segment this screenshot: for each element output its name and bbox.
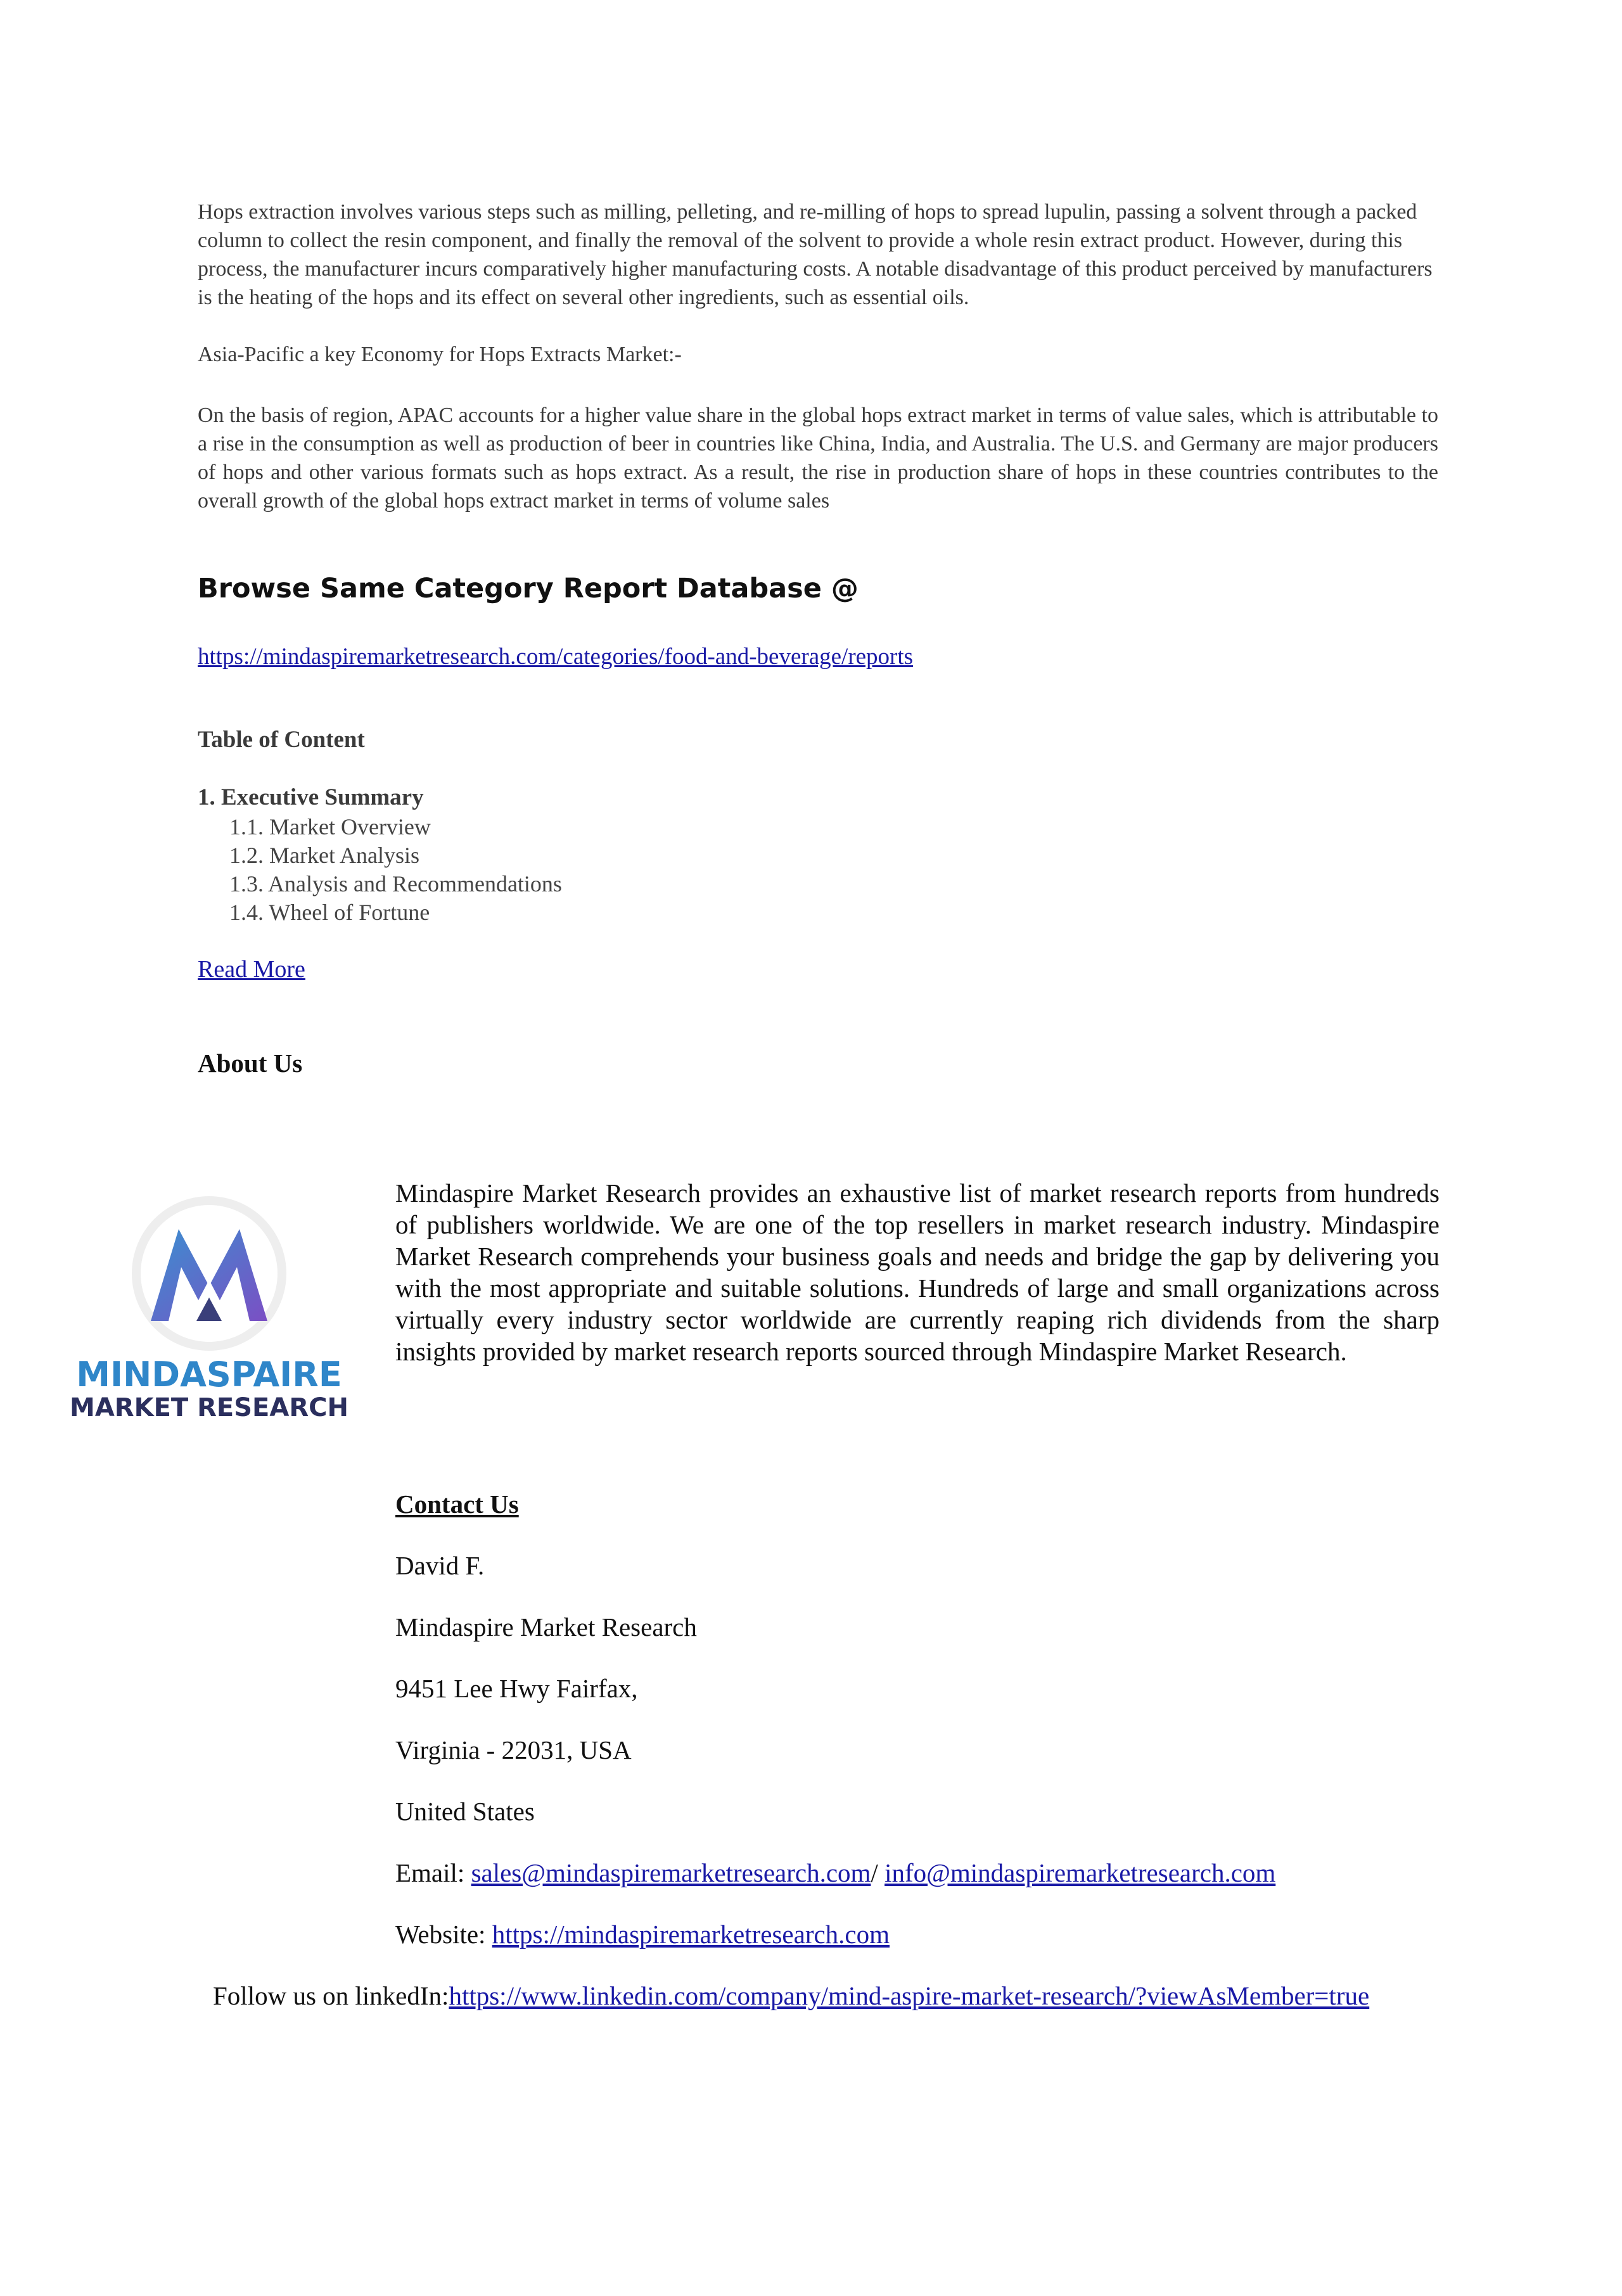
about-us-text: Mindaspire Market Research provides an exhaustive list of market research reports from hundreds of publishers worldwide. We are one of the top resellers in market research industry. Mindaspire Market Research comprehends your business goals and needs and bridge the gap by delivering you with the most appropriate and suitable solutions. Hundreds of large and small organizations across virtually every industry sector worldwide are currently reaping rich dividends from the sharp insights provided by market research reports sourced through Mindaspire Market Research. (395, 1178, 1440, 1366)
email-label: Email: (395, 1858, 471, 1887)
website-label: Website: (395, 1920, 492, 1949)
contact-email-line (395, 1858, 1275, 1888)
contact-country: United States (395, 1797, 535, 1826)
logo-tagline: MARKET RESEARCH (70, 1393, 348, 1422)
toc-executive-summary: 1. Executive Summary (198, 784, 424, 810)
sales-email-link[interactable]: sales@mindaspiremarketresearch.com (471, 1858, 871, 1887)
email-separator: / (871, 1858, 885, 1887)
about-us-heading: About Us (198, 1049, 303, 1078)
info-email-link[interactable]: info@mindaspiremarketresearch.com (884, 1858, 1276, 1887)
browse-heading: Browse Same Category Report Database @ (198, 573, 859, 604)
linkedin-link[interactable]: https://www.linkedin.com/company/mind-aspire-market-research/?viewAsMember=true (449, 1981, 1370, 2010)
linkedin-label: Follow us on linkedIn: (213, 1981, 449, 2010)
apac-heading: Asia-Pacific a key Economy for Hops Extracts Market:- (198, 343, 682, 366)
logo-wordmark: MINDASPAIRE (76, 1355, 342, 1394)
toc-item: 1.4. Wheel of Fortune (229, 900, 430, 925)
contact-name: David F. (395, 1551, 485, 1580)
logo-mark-icon (70, 1191, 348, 1425)
toc-item: 1.1. Market Overview (229, 814, 431, 839)
toc-item: 1.2. Market Analysis (229, 843, 419, 868)
linkedin-line (213, 1980, 1369, 2011)
website-link[interactable]: https://mindaspiremarketresearch.com (492, 1920, 890, 1949)
contact-company: Mindaspire Market Research (395, 1612, 697, 1642)
contact-street: 9451 Lee Hwy Fairfax, (395, 1674, 638, 1703)
intro-paragraph-2: On the basis of region, APAC accounts for a higher value share in the global hops extract market in terms of value sales, which is attributable to a rise in the consumption as well as production of beer in countries like China, India, and Australia. The U.S. and Germany are major producers of hops and other various formats such as hops extract. As a result, the rise in production share of hops in these countries contributes to the overall growth of the global hops extract market in terms of volume sales (198, 404, 1438, 513)
intro-paragraph-1: Hops extraction involves various steps such as milling, pelleting, and re-milling of hops to spread lupulin, passing a solvent through a packed column to collect the resin component, and finally the removal of the solvent to provide a whole resin extract product. However, during this process, the manufacturer incurs comparatively higher manufacturing costs. A notable disadvantage of this product perceived by manufacturers is the heating of the hops and its effect on several other ingredients, such as essential oils. (198, 200, 1433, 309)
contact-us-heading: Contact Us (395, 1489, 519, 1519)
toc-title: Table of Content (198, 727, 365, 753)
browse-category-link[interactable]: https://mindaspiremarketresearch.com/categories/food-and-beverage/reports (198, 644, 914, 670)
contact-region: Virginia - 22031, USA (395, 1735, 632, 1764)
toc-item: 1.3. Analysis and Recommendations (229, 871, 562, 896)
read-more-link[interactable]: Read More (198, 956, 305, 983)
contact-website-line (395, 1919, 890, 1949)
company-logo (70, 1191, 348, 1425)
